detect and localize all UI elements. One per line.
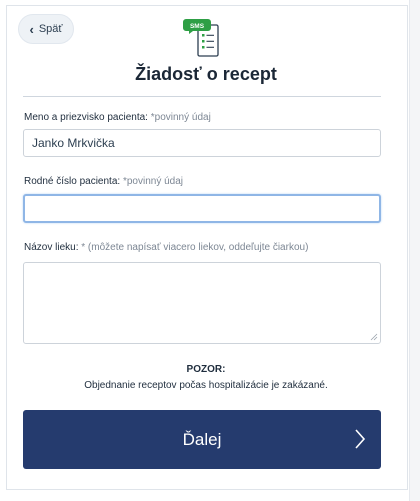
patient-name-value: Janko Mrkvička [32, 136, 115, 150]
drug-name-textarea[interactable] [23, 262, 381, 344]
birth-number-input[interactable] [23, 194, 381, 223]
drug-label [24, 242, 308, 253]
drug-label-text: Názov lieku: [24, 242, 79, 253]
scrollbar-track[interactable] [409, 0, 420, 501]
notice-title: POZOR: [186, 364, 226, 375]
birth-number-label [24, 176, 183, 187]
birth-number-required-note: *povinný údaj [122, 176, 183, 187]
name-label [24, 112, 211, 123]
back-button[interactable] [18, 14, 74, 44]
next-button[interactable] [23, 410, 381, 469]
name-label-text: Meno a priezvisko pacienta: [24, 112, 148, 123]
resize-handle-icon[interactable] [370, 333, 378, 341]
divider [23, 96, 381, 97]
next-button-label: Ďalej [182, 429, 222, 449]
name-required-note: *povinný údaj [150, 112, 211, 123]
birth-number-label-text: Rodné číslo pacienta: [24, 176, 121, 187]
notice-text: Objednanie receptov počas hospitalizácie je zakázané. [84, 380, 328, 391]
page-title: Žiadosť o recept [135, 64, 277, 84]
sms-badge-text: SMS [189, 23, 205, 30]
drug-required-note: * (môžete napísať viacero liekov, oddeľujte čiarkou) [81, 242, 309, 253]
chevron-left-icon: ‹ [29, 21, 34, 37]
chevron-right-icon [353, 427, 367, 451]
back-label: Späť [38, 23, 63, 35]
sms-document-icon [178, 18, 228, 58]
patient-name-input[interactable] [23, 129, 381, 157]
